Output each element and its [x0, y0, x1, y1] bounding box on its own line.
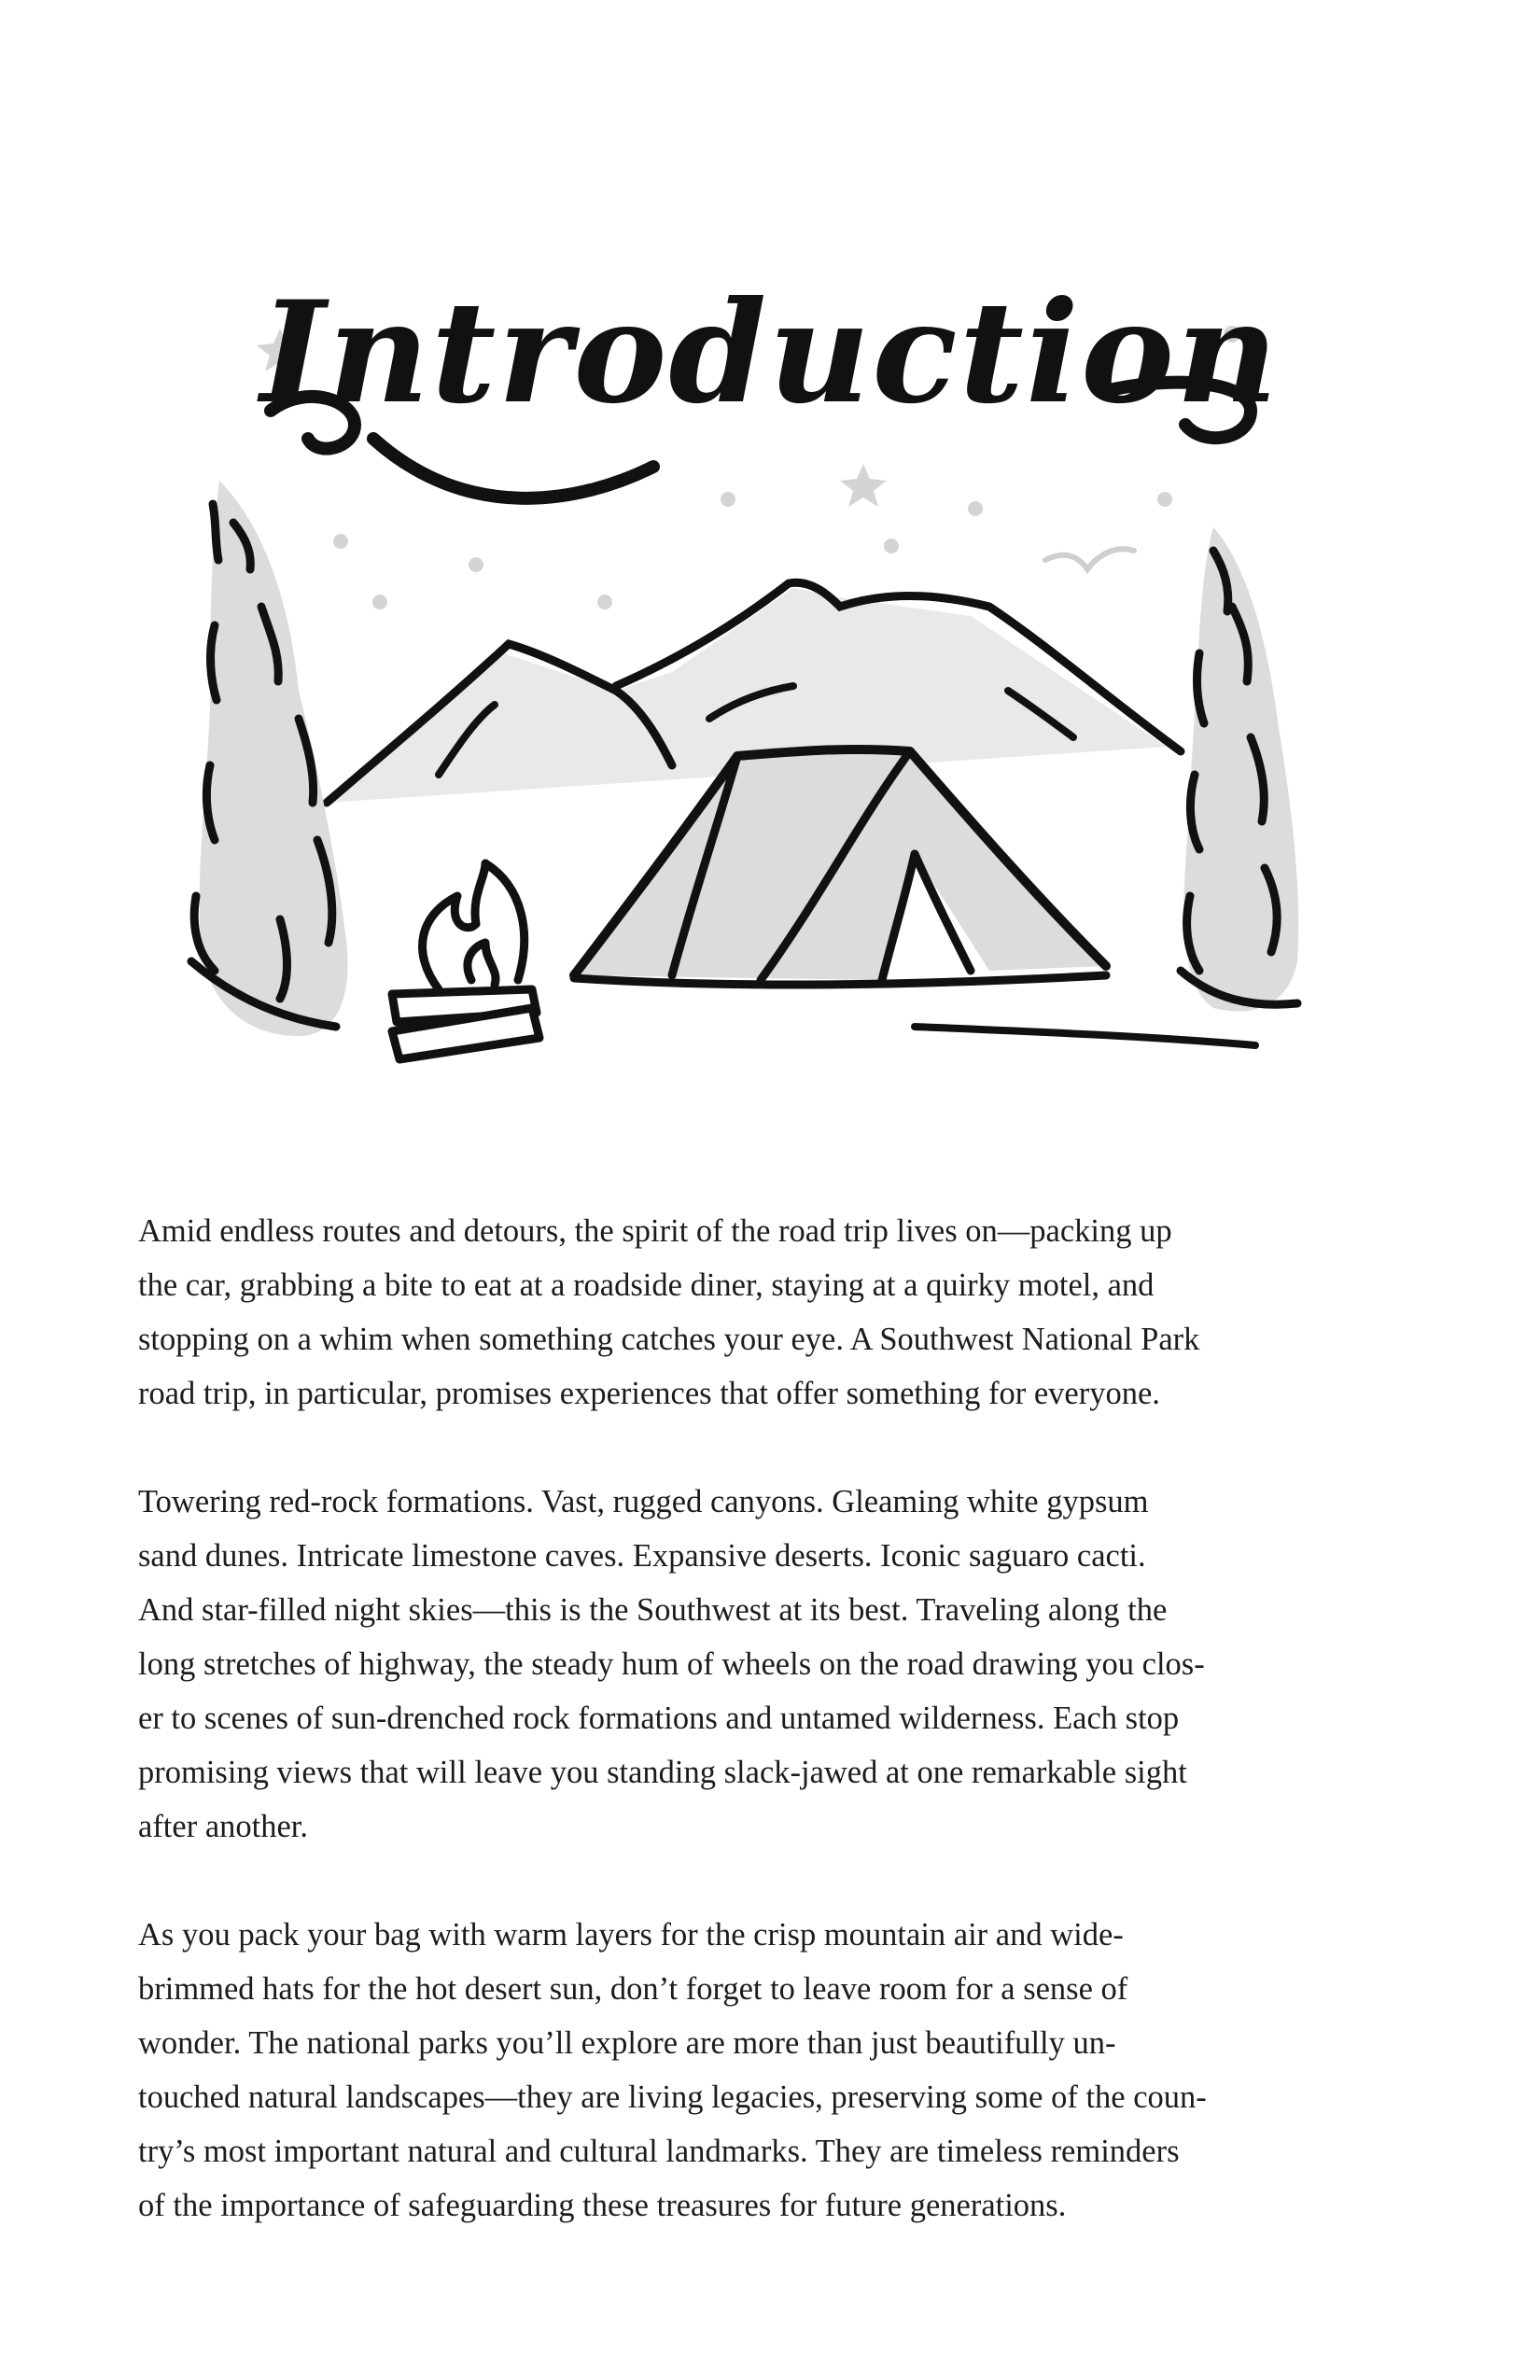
paragraph	[138, 1204, 1389, 1421]
paragraph	[138, 1475, 1389, 1854]
text-line: wonder. The national parks you’ll explore are more than just beautifully un-	[138, 2025, 1116, 2061]
text-line: Towering red-rock formations. Vast, rugged canyons. Gleaming white gypsum	[138, 1484, 1149, 1519]
text-line: Amid endless routes and detours, the spirit of the road trip lives on—packing up	[138, 1213, 1172, 1249]
text-line: And star-filled night skies—this is the Southwest at its best. Traveling along the	[138, 1592, 1168, 1628]
text-line: promising views that will leave you standing slack-jawed at one remarkable sight	[138, 1755, 1187, 1790]
text-line: As you pack your bag with warm layers for the crisp mountain air and wide-	[138, 1917, 1124, 1953]
text-line: er to scenes of sun-drenched rock formations and untamed wilderness. Each stop	[138, 1701, 1180, 1736]
tree-icon	[1181, 527, 1298, 1011]
text-line: stopping on a whim when something catches your eye. A Southwest National Park	[138, 1322, 1200, 1357]
text-line: touched natural landscapes—they are living legacies, preserving some of the coun-	[138, 2079, 1207, 2115]
tree-icon	[191, 481, 348, 1036]
body-text	[138, 1204, 1389, 2287]
text-line: try’s most important natural and cultural landmarks. They are timeless reminders	[138, 2134, 1180, 2169]
paragraph	[138, 1908, 1389, 2233]
text-line: brimmed hats for the hot desert sun, don’t forget to leave room for a sense of	[138, 1971, 1128, 2007]
tent-icon	[574, 749, 1255, 1045]
campfire-icon	[392, 863, 539, 1059]
text-line: after another.	[138, 1809, 308, 1844]
text-line: road trip, in particular, promises experiences that offer something for everyone.	[138, 1376, 1160, 1411]
page-title: Introduction	[259, 271, 1281, 435]
campsite-illustration	[0, 0, 1540, 1101]
text-line: long stretches of highway, the steady hum of wheels on the road drawing you clos-	[138, 1646, 1205, 1682]
text-line: sand dunes. Intricate limestone caves. Expansive deserts. Iconic saguaro cacti.	[138, 1538, 1146, 1574]
text-line: the car, grabbing a bite to eat at a roadside diner, staying at a quirky motel, and	[138, 1267, 1155, 1303]
bird-icon	[1045, 549, 1134, 569]
text-line: of the importance of safeguarding these treasures for future generations.	[138, 2188, 1067, 2223]
